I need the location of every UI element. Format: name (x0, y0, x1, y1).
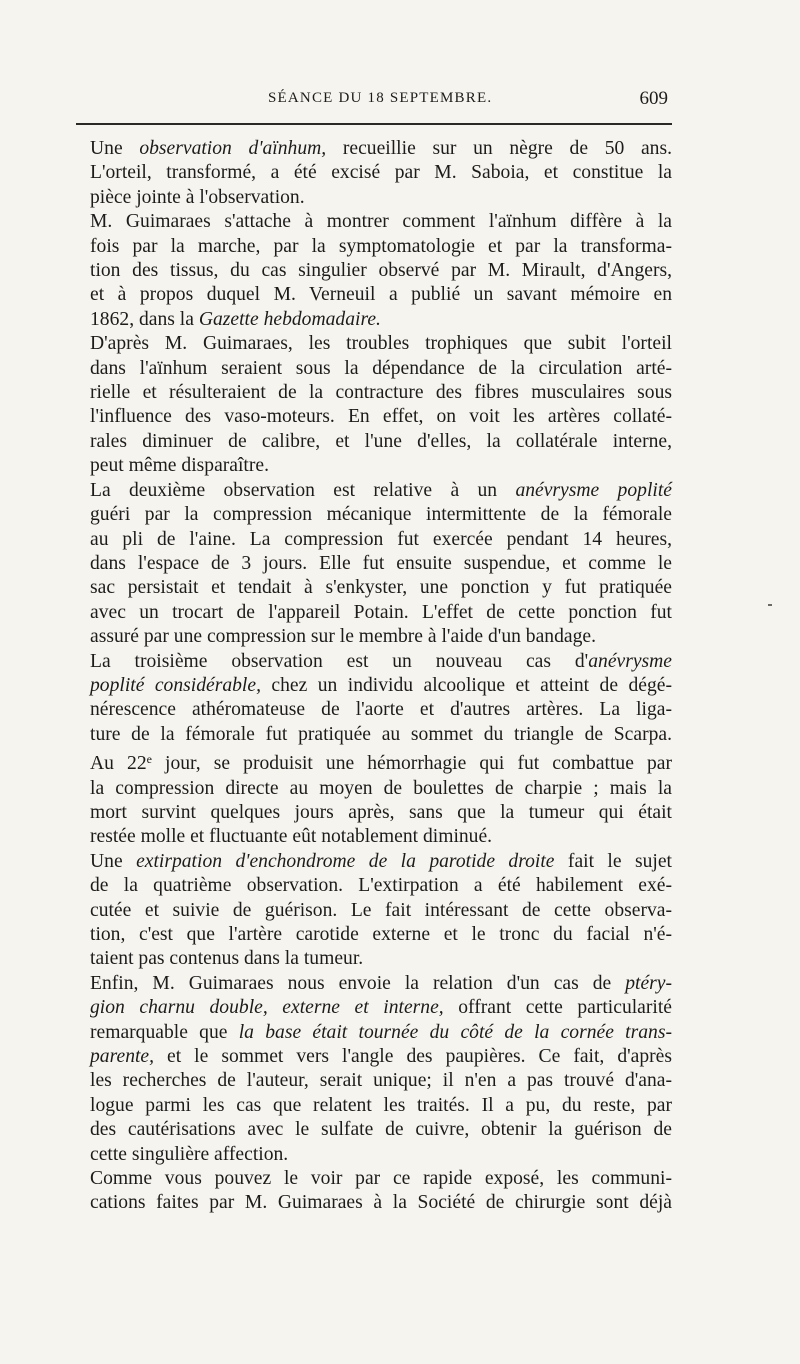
text-line (90, 283, 672, 307)
text-run: taient pas contenus dans la tumeur. (90, 948, 364, 970)
italic-text-run: anévrysme (588, 650, 672, 672)
text-run: la compression directe au moyen de boulettes de charpie ; mais la (90, 777, 672, 799)
text-line (90, 1191, 672, 1215)
text-run: mort survint quelques jours après, sans que la tumeur qui était (90, 801, 672, 823)
text-line (90, 1143, 672, 1167)
text-line (90, 825, 672, 849)
text-run: Une (90, 138, 140, 159)
text-line (90, 996, 672, 1020)
text-line (90, 259, 672, 283)
text-run: 1862, dans la (90, 308, 199, 330)
text-run: recueillie sur un nègre de 50 ans. (326, 138, 672, 159)
text-run: Comme vous pouvez le voir par ce rapide exposé, les communi- (90, 1168, 672, 1190)
text-line (90, 503, 672, 527)
text-line (90, 747, 672, 776)
text-run: cette singulière affection. (90, 1143, 289, 1165)
text-run: dans l'aïnhum seraient sous la dépendance de la circulation arté- (90, 357, 672, 379)
text-line (90, 454, 672, 478)
text-run: peut même disparaître. (90, 455, 269, 477)
italic-text-run: poplité considérable, (90, 674, 261, 696)
text-run: chez un individu alcoolique et atteint de dégé- (260, 674, 672, 696)
text-line (90, 381, 672, 405)
text-line (90, 552, 672, 576)
text-run: au pli de l'aine. La compression fut exercée pendant 14 heures, (90, 528, 672, 550)
text-line (90, 850, 672, 874)
text-line (90, 332, 672, 356)
text-run: sac persistait et tendait à s'enkyster, une ponction y fut pratiquée (90, 577, 672, 599)
text-run: La troisième observation est un nouveau cas d' (90, 650, 589, 672)
text-run: assuré par une compression sur le membre à l'aide d'un bandage. (90, 626, 596, 648)
text-run: logue parmi les cas que relatent les traités. Il a pu, du reste, par (90, 1094, 672, 1116)
text-run: M. Guimaraes s'attache à montrer comment l'aïnhum diffère à la (90, 211, 672, 233)
text-run: de la quatrième observation. L'extirpation a été habilement exé- (90, 875, 672, 897)
text-run: l'influence des vaso-moteurs. En effet, on voit les artères collaté- (90, 406, 672, 428)
text-line (90, 874, 672, 898)
text-run: tion, c'est que l'artère carotide externe et le tronc du facial n'é- (90, 924, 672, 945)
text-run: jour, se produisit une hémorrhagie qui fut combattue par (151, 753, 672, 775)
text-run: et à propos duquel M. Verneuil a publié un savant mémoire en (90, 284, 672, 306)
text-run: remarquable que (90, 1021, 239, 1043)
text-run: Une (90, 850, 137, 872)
text-line (90, 698, 672, 722)
text-run: D'après M. Guimaraes, les troubles trophiques que subit l'orteil (90, 333, 672, 355)
text-run: et le sommet vers l'angle des paupières. Ce fait, d'après (154, 1046, 672, 1068)
italic-text-run: Gazette hebdomadaire. (198, 308, 381, 330)
text-line (90, 674, 672, 698)
text-line (90, 186, 672, 210)
text-run: rales diminuer de calibre, et l'une d'elles, la collatérale interne, (90, 430, 672, 452)
text-line (90, 137, 672, 161)
text-run: guéri par la compression mécanique intermittente de la fémorale (90, 504, 672, 526)
text-run: L'orteil, transformé, a été excisé par M. Saboia, et constitue la (90, 162, 672, 184)
page-number: 609 (639, 88, 668, 109)
text-line (90, 528, 672, 552)
text-line (90, 576, 672, 600)
text-line (90, 430, 672, 454)
text-line (90, 479, 672, 503)
text-run: fait le sujet (554, 850, 672, 872)
margin-mark (768, 604, 772, 606)
superscript: e (146, 752, 152, 767)
text-run: Enfin, M. Guimaraes nous envoie la relation d'un cas de (90, 972, 626, 994)
text-run: La deuxième observation est relative à un (90, 479, 516, 501)
text-run: cutée et suivie de guérison. Le fait intéressant de cette observa- (90, 899, 672, 921)
text-run: fois par la marche, par la symptomatologie et par la transforma- (90, 235, 672, 257)
italic-text-run: anévrysme poplité (515, 479, 672, 501)
text-run: ture de la fémorale fut pratiquée au sommet du triangle de Scarpa. (90, 723, 672, 745)
text-line (90, 923, 672, 947)
text-run: dans l'espace de 3 jours. Elle fut ensuite suspendue, et comme le (90, 552, 672, 574)
text-run: offrant cette particularité (443, 997, 672, 1019)
italic-text-run: extirpation d'enchondrome de la parotide droite (136, 850, 555, 872)
running-head: SÉANCE DU 18 SEPTEMBRE. (268, 90, 493, 106)
header-rule (76, 123, 672, 125)
text-line (90, 308, 672, 332)
italic-text-run: parente, (90, 1046, 155, 1068)
text-run: Au 22 (90, 753, 147, 775)
text-line (90, 1094, 672, 1118)
text-run: cations faites par M. Guimaraes à la Société de chirurgie sont déjà (90, 1192, 672, 1214)
text-line (90, 777, 672, 801)
text-line (90, 161, 672, 185)
italic-text-run: gion charnu double, externe et interne, (90, 997, 444, 1019)
text-line (90, 801, 672, 825)
text-line (90, 1045, 672, 1069)
text-line (90, 947, 672, 971)
text-run: les recherches de l'auteur, serait unique; il n'en a pas trouvé d'ana- (90, 1070, 672, 1092)
text-run: nérescence athéromateuse de l'aorte et d'autres artères. La liga- (90, 699, 672, 721)
italic-text-run: ptéry- (625, 972, 672, 994)
text-line (90, 899, 672, 923)
text-line (90, 235, 672, 259)
text-line (90, 723, 672, 747)
italic-text-run: la base était tournée du côté de la cornée trans- (238, 1021, 672, 1043)
text-line (90, 405, 672, 429)
italic-text-run: observation d'aïnhum, (139, 138, 327, 159)
text-line (90, 210, 672, 234)
text-line (90, 601, 672, 625)
text-line (90, 1167, 672, 1191)
text-line (90, 972, 672, 996)
text-line (90, 1069, 672, 1093)
text-run: avec un trocart de l'appareil Potain. L'effet de cette ponction fut (90, 601, 672, 623)
text-run: tion des tissus, du cas singulier observé par M. Mirault, d'Angers, (90, 260, 672, 282)
text-line (90, 1118, 672, 1142)
text-run: des cautérisations avec le sulfate de cuivre, obtenir la guérison de (90, 1119, 672, 1141)
body-text (90, 137, 672, 1216)
text-run: pièce jointe à l'observation. (90, 186, 305, 208)
text-run: rielle et résulteraient de la contracture des fibres musculaires sous (90, 382, 672, 404)
text-line (90, 650, 672, 674)
text-line (90, 1021, 672, 1045)
text-run: restée molle et fluctuante eût notablement diminué. (90, 826, 493, 848)
page-header (88, 88, 680, 116)
text-line (90, 357, 672, 381)
text-line (90, 625, 672, 649)
